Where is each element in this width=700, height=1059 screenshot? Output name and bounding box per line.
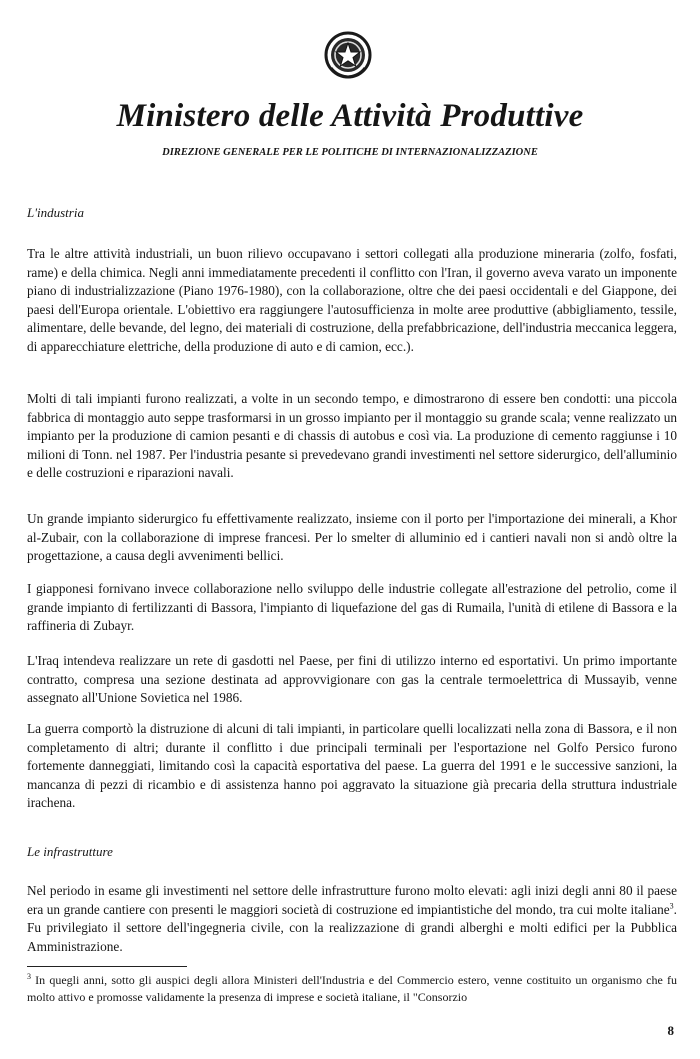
paragraph-1: Tra le altre attività industriali, un buon rilievo occupavano i settori collegati alla produzione mineraria (zolfo, fosfati, rame) e della chimica. Negli anni immediatamente precedenti il conflitto con l'Iran, il governo aveva varato un imponente piano di industrializzazione (Piano 1976-1980), con la collaborazione, oltre che dei paesi occidentali e del Giappone, dei paesi dell'Europa orientale. L'obiettivo era raggiungere l'autosufficienza in molte aree produttive (abbigliamento, tessile, alimentare, delle bevande, del legno, dei materiali di costruzione, della prefabbricazione, dell'industria meccanica leggera, di apparecchiature elettriche, della produzione di auto e di camion, ecc.).	[27, 246, 677, 354]
italian-republic-emblem-icon	[323, 30, 373, 80]
paragraph-3: Un grande impianto siderurgico fu effettivamente realizzato, insieme con il porto per l'importazione dei minerali, a Khor al-Zubair, con la collaborazione di imprese francesi. Per lo smelter di alluminio ed i cantieri navali non si andò oltre la progettazione, a causa degli avvenimenti bellici.	[27, 511, 677, 564]
ministry-title: Ministero delle Attività Produttive	[116, 98, 584, 134]
section-heading-infrastrutture: Le infrastrutture	[27, 844, 113, 859]
paragraph-6: La guerra comportò la distruzione di alcuni di tali impianti, in particolare quelli localizzati nella zona di Bassora, e il non completamento di altri; durante il conflitto i due principali terminali per l'esportazione nel Golfo Persico furono fortemente danneggiati, limitando così la capacità esportativa del paese. La guerra del 1991 e le successive sanzioni, la mancanza di pezzi di ricambio e di assistenza hanno poi aggravato la situazione già precaria della struttura industriale irachena.	[27, 721, 677, 811]
paragraph-7-text-b: . Fu privilegiato il settore dell'ingegneria civile, con la realizzazione di grandi alberghi e molti edifici per la Pubblica Amministrazione.	[27, 901, 677, 954]
page-number: 8	[667, 1023, 674, 1038]
footnote-text: In quegli anni, sotto gli auspici degli allora Ministeri dell'Industria e del Commercio estero, venne costituito un organismo che fu molto attivo e promosse validamente la presenza di imprese e società italiane, il "Consorzio	[27, 973, 677, 1004]
footnote-divider	[27, 966, 187, 967]
paragraph-2: Molti di tali impianti furono realizzati, a volte in un secondo tempo, e dimostrarono di essere ben condotti: una piccola fabbrica di montaggio auto seppe trasformarsi in un grosso impianto per il montaggio su grande scala; venne realizzato un impianto per la produzione di camion pesanti e di chassis di autobus e così via. La produzione di cemento raggiunse i 10 milioni di Tonn. nel 1987. Per l'industria pesante si prevedevano grandi investimenti nel settore siderurgico, dell'alluminio e delle costruzioni e riparazioni navali.	[27, 391, 677, 481]
footnote-mark: 3	[27, 972, 31, 981]
direzione-subtitle: DIREZIONE GENERALE PER LE POLITICHE DI INTERNAZIONALIZZAZIONE	[162, 147, 538, 158]
paragraph-4: I giapponesi fornivano invece collaborazione nello sviluppo delle industrie collegate all'estrazione del petrolio, come il grande impianto di fertilizzanti di Bassora, l'impianto di liquefazione del gas di Rumaila, l'unità di etilene di Bassora e la raffineria di Zubayr.	[27, 581, 677, 634]
footnote-reference: 3	[669, 901, 674, 911]
footnote	[27, 972, 677, 1006]
section-heading-industria: L'industria	[27, 205, 84, 220]
paragraph-7-text-a: Nel periodo in esame gli investimenti nel settore delle infrastrutture furono molto elevati: agli inizi degli anni 80 il paese era un grande cantiere con presenti le maggiori società di costruzione ed impiantistiche del mondo, tra cui molte italiane	[27, 883, 677, 917]
paragraph-7	[27, 882, 677, 956]
paragraph-5: L'Iraq intendeva realizzare un rete di gasdotti nel Paese, per fini di utilizzo interno ed esportativi. Un primo importante contratto, compresa una sezione destinata ad approvvigionare con gas la centrale termoelettrica di Mussayib, venne assegnato all'Unione Sovietica nel 1986.	[27, 653, 677, 706]
